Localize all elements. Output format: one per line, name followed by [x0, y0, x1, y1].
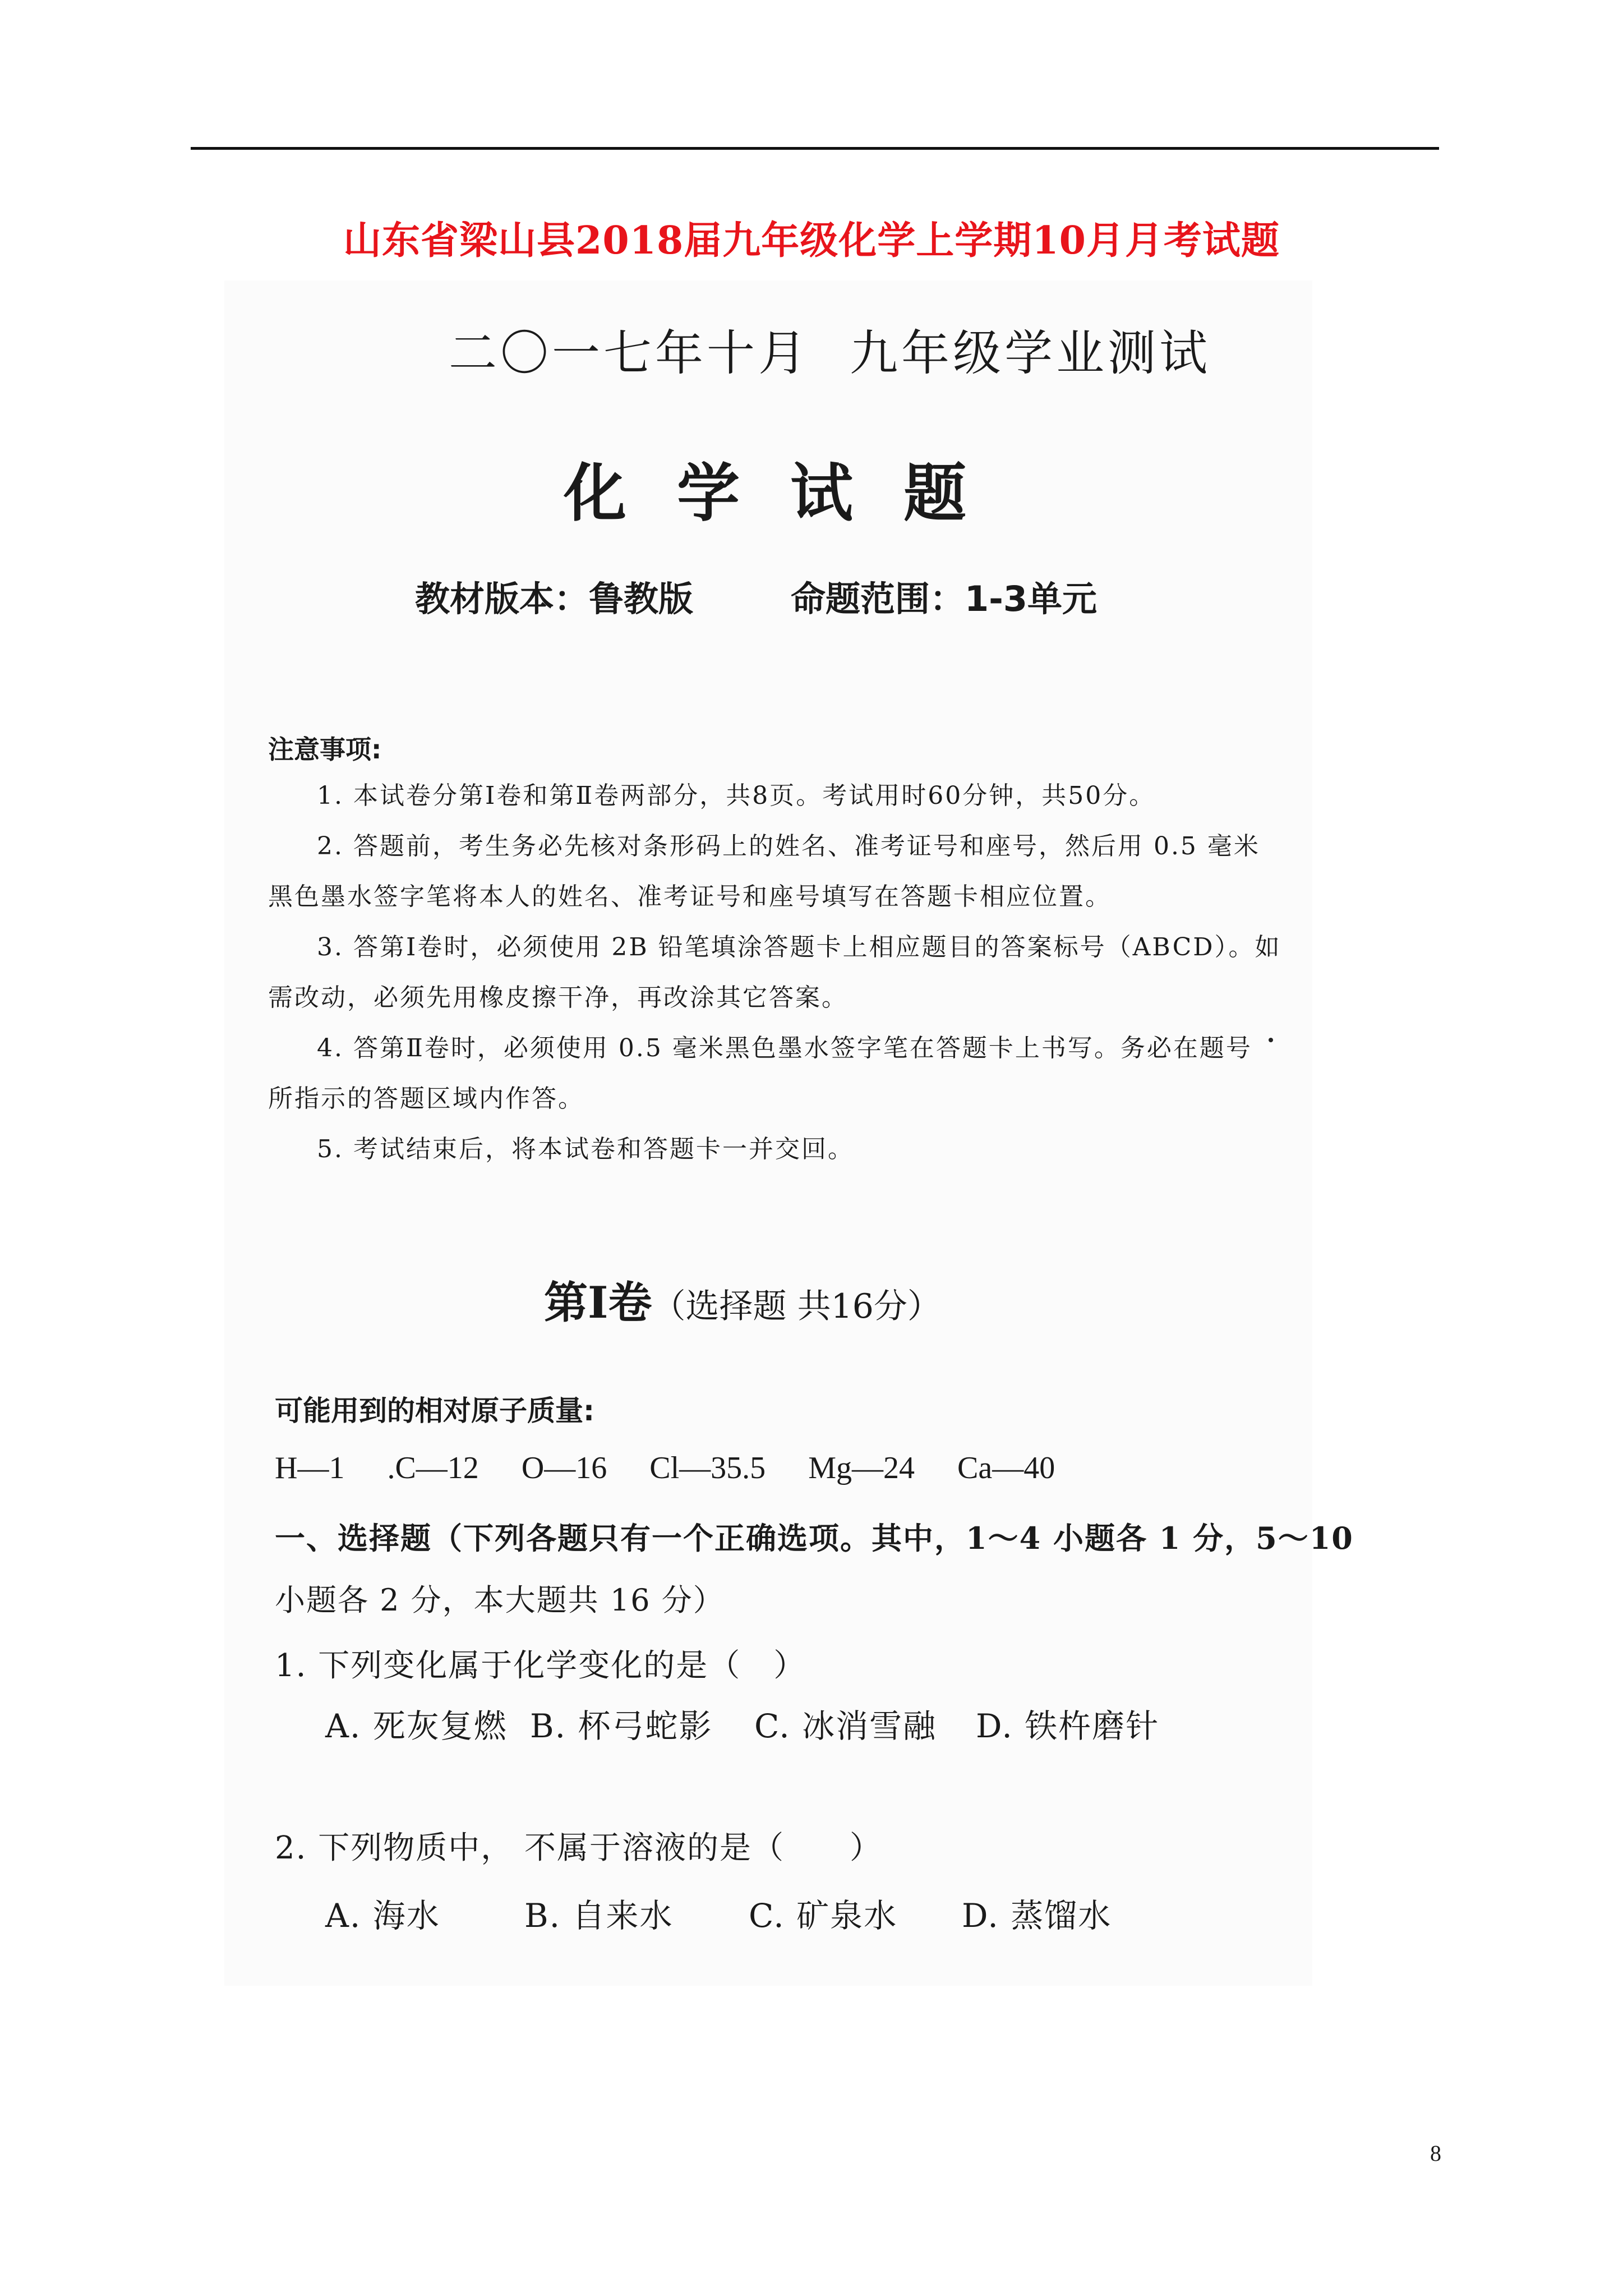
textbook-edition: 教材版本：鲁教版	[415, 578, 694, 619]
notice-line: 5. 考试结束后，将本试卷和答题卡一并交回。	[317, 1135, 854, 1163]
document-title: 山东省梁山县2018届九年级化学上学期10月月考试题	[343, 218, 1280, 263]
question-option: A. 死灰复燃	[325, 1707, 508, 1745]
subject-title: 化学试题	[564, 457, 1017, 530]
notice-line: 2. 答题前，考生务必先核对条形码上的姓名、准考证号和座号，然后用 0.5 毫米	[317, 832, 1260, 861]
page-number: 8	[1430, 2141, 1441, 2166]
question-stem: 1. 下列变化属于化学变化的是（ ）	[275, 1648, 806, 1684]
question-stem: 2. 下列物质中， 不属于溶液的是（ ）	[275, 1830, 883, 1866]
section-title: 第Ⅰ卷	[544, 1277, 652, 1328]
atomic-mass-value: O—16	[521, 1451, 607, 1485]
atomic-mass-value: Ca—40	[957, 1451, 1055, 1485]
notice-line: 需改动，必须先用橡皮擦干净，再改涂其它答案。	[268, 983, 848, 1012]
part-instructions: 一、选择题（下列各题只有一个正确选项。其中，1～4 小题各 1 分，5～10	[275, 1520, 1354, 1556]
question-option: A. 海水	[325, 1897, 440, 1935]
section-heading	[544, 1268, 941, 1331]
notice-line: 所指示的答题区域内作答。	[268, 1084, 584, 1113]
atomic-mass-values	[275, 1450, 1090, 1486]
part-instructions-cont: 小题各 2 分，本大题共 16 分）	[275, 1582, 725, 1618]
top-rule	[191, 147, 1439, 150]
atomic-mass-value: Cl—35.5	[649, 1451, 766, 1485]
atomic-mass-heading: 可能用到的相对原子质量:	[275, 1395, 594, 1427]
exam-scope: 命题范围：1-3单元	[791, 578, 1098, 619]
question-option: C. 冰消雪融	[754, 1707, 937, 1745]
question-option: C. 矿泉水	[749, 1897, 898, 1935]
question-option: D. 铁杵磨针	[976, 1707, 1160, 1745]
question-option: D. 蒸馏水	[962, 1897, 1112, 1935]
question-option: B. 杯弓蛇影	[530, 1707, 713, 1745]
notice-line: 1. 本试卷分第Ⅰ卷和第Ⅱ卷两部分，共8页。考试用时60分钟，共50分。	[317, 781, 1156, 810]
exam-name: 九年级学业测试	[850, 325, 1211, 381]
exam-date: 二〇一七年十月	[449, 325, 810, 381]
atomic-mass-value: Mg—24	[808, 1451, 915, 1485]
atomic-mass-value: .C—12	[387, 1451, 479, 1485]
notice-line: 4. 答第Ⅱ卷时，必须使用 0.5 毫米黑色墨水签字笔在答题卡上书写。务必在题号	[317, 1034, 1252, 1062]
notice-heading: 注意事项:	[268, 734, 382, 765]
question-option: B. 自来水	[524, 1897, 674, 1935]
section-subtitle: （选择题 共16分）	[652, 1287, 941, 1326]
notice-line: 3. 答第Ⅰ卷时，必须使用 2B 铅笔填涂答题卡上相应题目的答案标号（ABCD）。如	[317, 933, 1281, 961]
scan-speck	[1269, 1038, 1273, 1042]
notice-line: 黑色墨水签字笔将本人的姓名、准考证号和座号填写在答题卡相应位置。	[268, 882, 1112, 911]
atomic-mass-value: H—1	[275, 1451, 345, 1485]
